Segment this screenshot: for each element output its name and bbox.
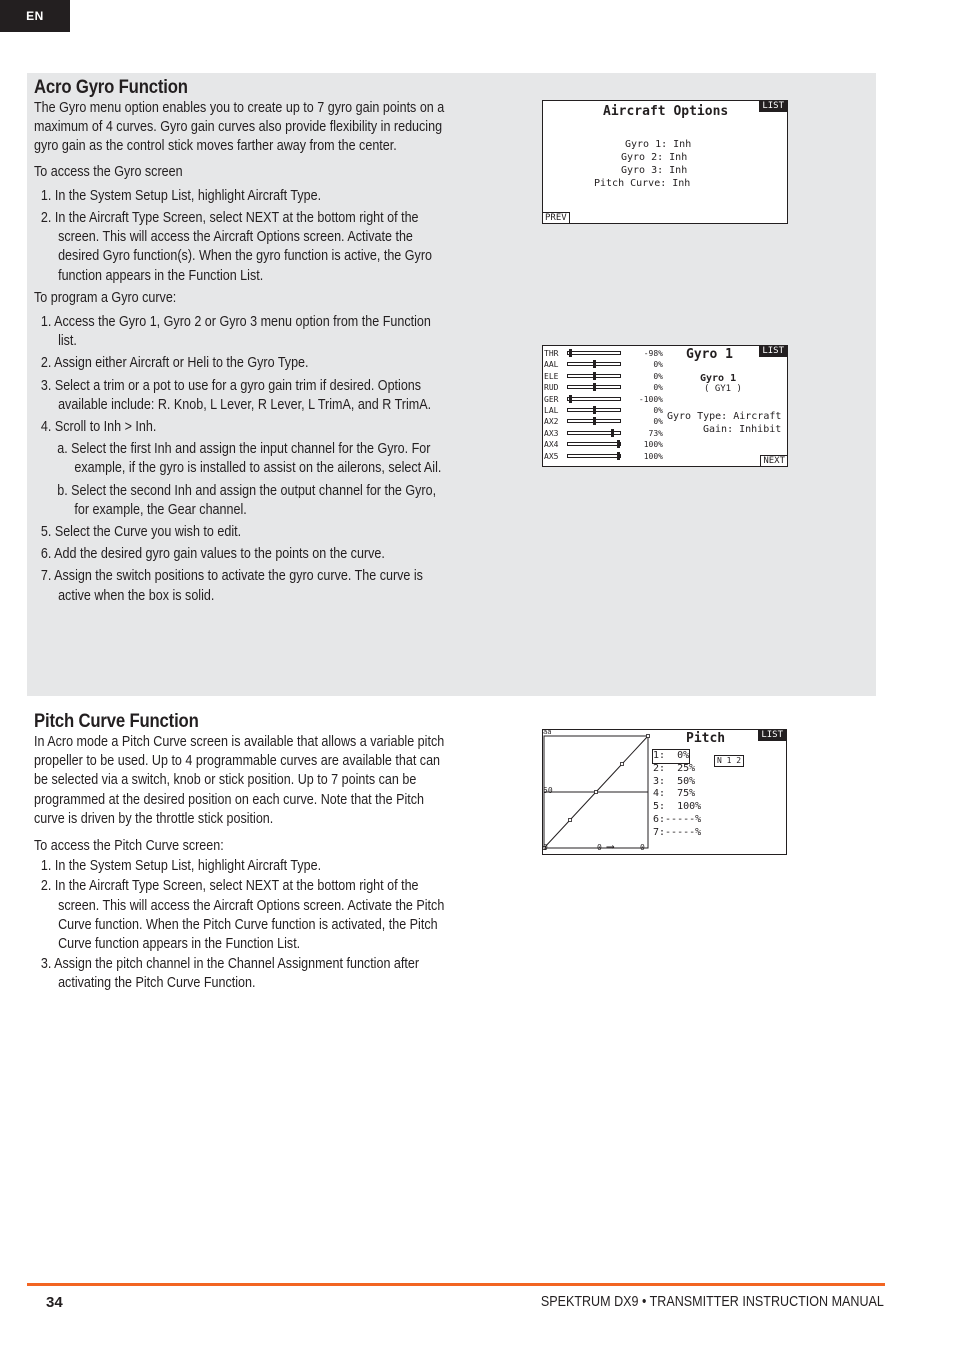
list-item: 1. In the System Setup List, highlight Aircraft Type. — [40, 187, 322, 204]
pitch-curve-intro: In Acro mode a Pitch Curve screen is available that allows a variable pitch propeller to be used. Up to 4 programmable curves are available that can be selected via a switch, knob or stick position. Up to 7 points can be programmed at the desired position on each curve. Note that the Pitch curve is driven by the throttle stick position. — [34, 734, 445, 827]
channel-row — [543, 451, 663, 462]
channel-name: GER — [544, 394, 559, 404]
channel-row — [543, 428, 663, 439]
channel-marker — [593, 372, 596, 380]
channel-value: 73% — [648, 428, 663, 438]
screen-title: Gyro 1 — [686, 347, 733, 362]
channel-marker — [593, 406, 596, 414]
pitch-curve-text — [34, 733, 445, 994]
list-item: 1. Access the Gyro 1, Gyro 2 or Gyro 3 menu option from the Function list. — [40, 314, 431, 350]
curve-point-marker — [647, 735, 650, 738]
screen-title: Pitch — [686, 731, 726, 746]
channel-name: THR — [544, 349, 559, 358]
channel-value: -98% — [643, 349, 663, 358]
curve-point: 3: 50% — [653, 775, 696, 787]
channel-marker — [569, 349, 572, 357]
channel-monitor — [543, 346, 663, 466]
channel-name: AX2 — [544, 417, 559, 427]
acro-gyro-heading: Acro Gyro Function — [34, 77, 188, 98]
channel-name: AX4 — [544, 440, 559, 450]
channel-value: -100% — [638, 394, 663, 404]
channel-row — [543, 348, 663, 359]
list-item: 2. In the Aircraft Type Screen, select NEXT at the bottom right of the screen. This will access the Aircraft Options screen. Activate the Pitch Curve function. When the Pitch Curve function is activated, the Pitch Curve function appears in the Function List. — [40, 878, 445, 953]
channel-marker — [593, 383, 596, 391]
channel-marker — [617, 440, 620, 448]
footer-rule — [27, 1283, 885, 1286]
channel-marker — [617, 452, 620, 460]
gyro-subtitle-code: ( GY1 ) — [704, 384, 742, 394]
channel-name: AX3 — [544, 428, 559, 438]
pitch-curve-heading: Pitch Curve Function — [34, 711, 199, 732]
gyro-program-steps — [34, 313, 445, 606]
channel-row — [543, 359, 663, 370]
page-number: 34 — [46, 1294, 63, 1311]
acro-gyro-intro: The Gyro menu option enables you to create up to 7 gyro gain points on a maximum of 4 curves. Gyro gain curves also provide flexibility in reducing gyro gain as the control stick moves farther away from the center. — [34, 100, 445, 155]
curve-points — [653, 750, 713, 854]
gyro-access-steps — [34, 187, 445, 286]
gyro-access-lead: To access the Gyro screen — [34, 163, 183, 180]
channel-row — [543, 416, 663, 427]
list-item: 3. Select a trim or a pot to use for a gyro gain trim if desired. Options available include: R. Knob, L Lever, R Lever, L TrimA, and R TrimA. — [40, 377, 432, 413]
pitch-curve-screen — [542, 729, 787, 855]
channel-marker — [611, 429, 614, 437]
curve-point: 5: 100% — [653, 801, 702, 813]
option-line: Gyro 3: Inh — [621, 165, 688, 176]
option-line: Pitch Curve: Inh — [594, 178, 691, 189]
channel-bar — [567, 442, 621, 446]
channel-marker — [593, 417, 596, 425]
pitch-curve-graph — [543, 730, 653, 854]
option-line: Gyro 2: Inh — [621, 152, 688, 163]
list-item: 1. In the System Setup List, highlight Aircraft Type. — [40, 858, 322, 875]
curve-point: 2: 25% — [653, 762, 696, 774]
list-item: 6. Add the desired gyro gain values to the points on the curve. — [40, 546, 385, 563]
curve-point: 4: 75% — [653, 788, 696, 800]
list-item: 3. Assign the pitch channel in the Channel Assignment function after activating the Pitch Curve Function. — [40, 956, 420, 992]
list-item: a. Select the first Inh and assign the input channel for the Gyro. For example, if the gyro is installed to assist on the ailerons, select Ail. — [57, 441, 442, 477]
list-item: 4. Scroll to Inh > Inh. — [40, 419, 157, 436]
pitch-access-lead: To access the Pitch Curve screen: — [34, 838, 224, 855]
list-button: LIST — [759, 346, 787, 357]
list-item: 2. In the Aircraft Type Screen, select NEXT at the bottom right of the screen. This will access the Aircraft Options screen. Activate the desired Gyro function(s). When the gyro function is active, the Gyro function appears in the Function List. — [40, 210, 432, 284]
gyro-type-line: Gyro Type: Aircraft — [667, 411, 782, 422]
list-item: b. Select the second Inh and assign the output channel for the Gyro, for example, the Gear channel. — [57, 482, 437, 518]
channel-value: 100% — [643, 440, 663, 450]
channel-value: 0% — [653, 371, 663, 381]
channel-value: 100% — [643, 451, 663, 461]
prev-button: PREV — [542, 212, 570, 224]
channel-row — [543, 439, 663, 450]
switch-selector: N 1 2 — [714, 755, 744, 767]
channel-bar — [567, 397, 621, 401]
screen-title: Aircraft Options — [603, 104, 729, 119]
pitch-steps — [34, 857, 445, 993]
channel-bar — [567, 454, 621, 458]
channel-value: 0% — [653, 360, 663, 370]
channel-row — [543, 371, 663, 382]
channel-name: AAL — [544, 360, 559, 370]
channel-name: ELE — [544, 371, 559, 381]
list-item: 2. Assign either Aircraft or Heli to the Gyro Type. — [40, 355, 309, 372]
axis-center-label: 0 — [597, 843, 602, 852]
next-button: NEXT — [760, 455, 788, 467]
channel-name: RUD — [544, 383, 559, 393]
channel-marker — [593, 360, 596, 368]
channel-row — [543, 382, 663, 393]
curve-point: 7:-----% — [653, 826, 702, 838]
channel-row — [543, 394, 663, 405]
channel-value: 0% — [653, 406, 663, 415]
axis-left-label: 0 — [543, 843, 548, 852]
acro-gyro-text — [34, 99, 445, 606]
list-item: 7. Assign the switch positions to activate the gyro curve. The curve is active when the box is solid. — [40, 568, 423, 604]
gyro1-screen — [542, 345, 788, 467]
language-tab: EN — [0, 0, 70, 32]
option-line: Gyro 1: Inh — [625, 139, 692, 150]
axis-right-label: 0 — [640, 843, 645, 852]
curve-point-marker — [569, 819, 572, 822]
gyro-subtitle: Gyro 1 — [700, 373, 737, 384]
channel-value: 0% — [653, 383, 663, 393]
aircraft-options-screen — [542, 100, 788, 224]
channel-row — [543, 405, 663, 416]
list-item: 5. Select the Curve you wish to edit. — [40, 524, 242, 541]
curve-point: 6:-----% — [653, 813, 702, 825]
list-button: LIST — [758, 730, 786, 741]
arrow-right-icon: ⟶ — [607, 840, 614, 853]
curve-point-marker — [595, 791, 598, 794]
curve-point: 1: 0% — [653, 750, 690, 761]
channel-marker — [569, 395, 572, 403]
channel-name: AX5 — [544, 451, 559, 461]
gyro-gain-line: Gain: Inhibit — [703, 424, 782, 435]
channel-value: 0% — [653, 417, 663, 427]
acro-gyro-section — [34, 77, 444, 609]
channel-name: LAL — [544, 406, 559, 415]
pitch-curve-section — [34, 711, 444, 997]
list-button: LIST — [759, 101, 787, 112]
channel-bar — [567, 351, 621, 355]
axis-mid-label: 50 — [543, 786, 553, 795]
curve-point-marker — [621, 763, 624, 766]
gyro-program-lead: To program a Gyro curve: — [34, 289, 177, 306]
axis-top-label: aa — [543, 728, 552, 736]
manual-title: SPEKTRUM DX9 • TRANSMITTER INSTRUCTION MANUAL — [540, 1294, 884, 1310]
